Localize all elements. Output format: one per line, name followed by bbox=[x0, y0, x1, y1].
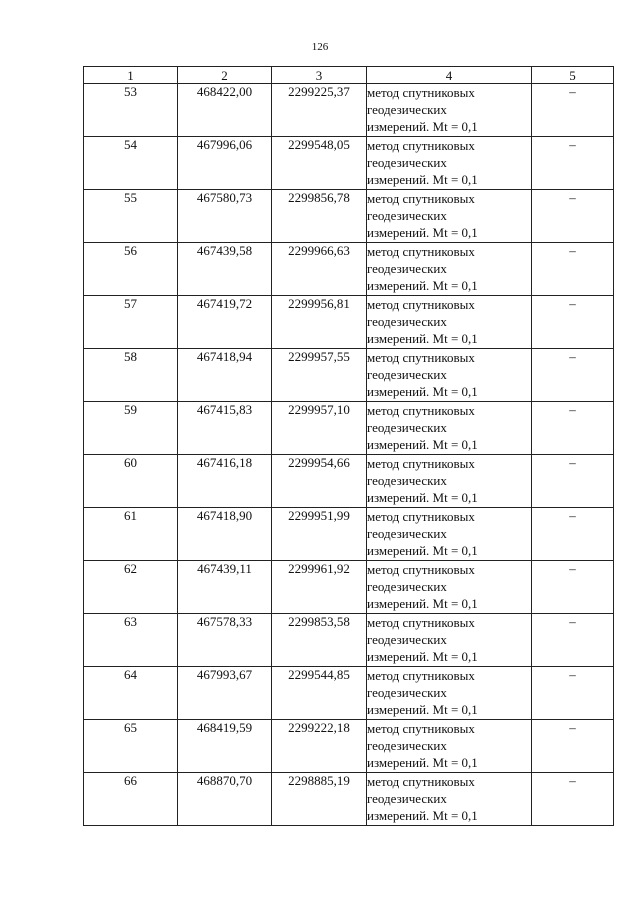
x-coordinate-cell: 468422,00 bbox=[178, 84, 272, 137]
method-text-line: измерений. Mt = 0,1 bbox=[367, 331, 478, 346]
table-body bbox=[84, 84, 614, 826]
method-text-line: метод спутниковых bbox=[367, 562, 475, 577]
column-5-cell: – bbox=[532, 137, 614, 190]
method-text-line: геодезических bbox=[367, 420, 447, 435]
table-row bbox=[84, 349, 614, 402]
method-text-line: геодезических bbox=[367, 261, 447, 276]
y-coordinate-cell: 2299956,81 bbox=[272, 296, 367, 349]
method-text-line: измерений. Mt = 0,1 bbox=[367, 278, 478, 293]
method-text-line: измерений. Mt = 0,1 bbox=[367, 384, 478, 399]
method-text-line: геодезических bbox=[367, 314, 447, 329]
point-number-cell: 54 bbox=[84, 137, 178, 190]
table-row bbox=[84, 508, 614, 561]
table-row bbox=[84, 84, 614, 137]
point-number-cell: 64 bbox=[84, 667, 178, 720]
method-text-line: измерений. Mt = 0,1 bbox=[367, 119, 478, 134]
column-header: 2 bbox=[178, 67, 272, 84]
method-cell bbox=[367, 190, 532, 243]
method-text-line: геодезических bbox=[367, 155, 447, 170]
method-text-line: измерений. Mt = 0,1 bbox=[367, 543, 478, 558]
table-row bbox=[84, 614, 614, 667]
method-cell bbox=[367, 84, 532, 137]
column-5-cell: – bbox=[532, 508, 614, 561]
point-number-cell: 61 bbox=[84, 508, 178, 561]
page-number: 126 bbox=[311, 41, 329, 53]
method-text-line: метод спутниковых bbox=[367, 509, 475, 524]
y-coordinate-cell: 2299961,92 bbox=[272, 561, 367, 614]
table-row bbox=[84, 243, 614, 296]
method-text-line: измерений. Mt = 0,1 bbox=[367, 755, 478, 770]
column-5-cell: – bbox=[532, 773, 614, 826]
x-coordinate-cell: 467439,58 bbox=[178, 243, 272, 296]
column-5-cell: – bbox=[532, 614, 614, 667]
method-text-line: метод спутниковых bbox=[367, 615, 475, 630]
method-text-line: геодезических bbox=[367, 791, 447, 806]
method-cell bbox=[367, 402, 532, 455]
method-cell bbox=[367, 455, 532, 508]
method-cell bbox=[367, 243, 532, 296]
column-5-cell: – bbox=[532, 190, 614, 243]
method-text-line: метод спутниковых bbox=[367, 85, 475, 100]
point-number-cell: 58 bbox=[84, 349, 178, 402]
method-text-line: измерений. Mt = 0,1 bbox=[367, 225, 478, 240]
point-number-cell: 66 bbox=[84, 773, 178, 826]
point-number-cell: 59 bbox=[84, 402, 178, 455]
method-text-line: измерений. Mt = 0,1 bbox=[367, 702, 478, 717]
method-text-line: метод спутниковых bbox=[367, 774, 475, 789]
method-text-line: геодезических bbox=[367, 632, 447, 647]
method-cell bbox=[367, 720, 532, 773]
y-coordinate-cell: 2299548,05 bbox=[272, 137, 367, 190]
y-coordinate-cell: 2299954,66 bbox=[272, 455, 367, 508]
x-coordinate-cell: 467578,33 bbox=[178, 614, 272, 667]
method-text-line: измерений. Mt = 0,1 bbox=[367, 172, 478, 187]
method-text-line: геодезических bbox=[367, 526, 447, 541]
point-number-cell: 53 bbox=[84, 84, 178, 137]
point-number-cell: 55 bbox=[84, 190, 178, 243]
method-text-line: измерений. Mt = 0,1 bbox=[367, 490, 478, 505]
table-row bbox=[84, 455, 614, 508]
method-text-line: геодезических bbox=[367, 208, 447, 223]
y-coordinate-cell: 2299957,10 bbox=[272, 402, 367, 455]
column-5-cell: – bbox=[532, 84, 614, 137]
method-text-line: геодезических bbox=[367, 685, 447, 700]
method-cell bbox=[367, 508, 532, 561]
method-text-line: измерений. Mt = 0,1 bbox=[367, 596, 478, 611]
method-text-line: геодезических bbox=[367, 473, 447, 488]
method-text-line: метод спутниковых bbox=[367, 191, 475, 206]
column-5-cell: – bbox=[532, 349, 614, 402]
point-number-cell: 63 bbox=[84, 614, 178, 667]
method-text-line: геодезических bbox=[367, 579, 447, 594]
x-coordinate-cell: 467418,90 bbox=[178, 508, 272, 561]
method-text-line: измерений. Mt = 0,1 bbox=[367, 437, 478, 452]
column-header: 3 bbox=[272, 67, 367, 84]
x-coordinate-cell: 467418,94 bbox=[178, 349, 272, 402]
y-coordinate-cell: 2299222,18 bbox=[272, 720, 367, 773]
table-row bbox=[84, 720, 614, 773]
method-text-line: метод спутниковых bbox=[367, 244, 475, 259]
table-row bbox=[84, 402, 614, 455]
column-5-cell: – bbox=[532, 561, 614, 614]
method-cell bbox=[367, 667, 532, 720]
x-coordinate-cell: 468419,59 bbox=[178, 720, 272, 773]
x-coordinate-cell: 467415,83 bbox=[178, 402, 272, 455]
x-coordinate-cell: 467580,73 bbox=[178, 190, 272, 243]
column-5-cell: – bbox=[532, 296, 614, 349]
table-row bbox=[84, 137, 614, 190]
method-text-line: измерений. Mt = 0,1 bbox=[367, 649, 478, 664]
method-text-line: геодезических bbox=[367, 102, 447, 117]
point-number-cell: 62 bbox=[84, 561, 178, 614]
table-header-row bbox=[84, 67, 614, 84]
table-row bbox=[84, 773, 614, 826]
column-5-cell: – bbox=[532, 720, 614, 773]
point-number-cell: 57 bbox=[84, 296, 178, 349]
point-number-cell: 60 bbox=[84, 455, 178, 508]
point-number-cell: 65 bbox=[84, 720, 178, 773]
table-row bbox=[84, 561, 614, 614]
method-text-line: метод спутниковых bbox=[367, 350, 475, 365]
method-text-line: метод спутниковых bbox=[367, 721, 475, 736]
x-coordinate-cell: 467416,18 bbox=[178, 455, 272, 508]
point-number-cell: 56 bbox=[84, 243, 178, 296]
column-5-cell: – bbox=[532, 455, 614, 508]
coordinates-table bbox=[83, 66, 614, 826]
y-coordinate-cell: 2298885,19 bbox=[272, 773, 367, 826]
column-5-cell: – bbox=[532, 402, 614, 455]
method-cell bbox=[367, 773, 532, 826]
table-row bbox=[84, 190, 614, 243]
method-text-line: метод спутниковых bbox=[367, 297, 475, 312]
x-coordinate-cell: 467419,72 bbox=[178, 296, 272, 349]
x-coordinate-cell: 467439,11 bbox=[178, 561, 272, 614]
method-cell bbox=[367, 137, 532, 190]
column-5-cell: – bbox=[532, 667, 614, 720]
method-cell bbox=[367, 296, 532, 349]
y-coordinate-cell: 2299957,55 bbox=[272, 349, 367, 402]
y-coordinate-cell: 2299951,99 bbox=[272, 508, 367, 561]
method-text-line: метод спутниковых bbox=[367, 668, 475, 683]
method-text-line: метод спутниковых bbox=[367, 403, 475, 418]
method-text-line: измерений. Mt = 0,1 bbox=[367, 808, 478, 823]
method-cell bbox=[367, 349, 532, 402]
y-coordinate-cell: 2299544,85 bbox=[272, 667, 367, 720]
y-coordinate-cell: 2299856,78 bbox=[272, 190, 367, 243]
y-coordinate-cell: 2299225,37 bbox=[272, 84, 367, 137]
y-coordinate-cell: 2299966,63 bbox=[272, 243, 367, 296]
method-text-line: геодезических bbox=[367, 367, 447, 382]
x-coordinate-cell: 467993,67 bbox=[178, 667, 272, 720]
table-row bbox=[84, 296, 614, 349]
method-cell bbox=[367, 561, 532, 614]
method-text-line: геодезических bbox=[367, 738, 447, 753]
method-text-line: метод спутниковых bbox=[367, 138, 475, 153]
x-coordinate-cell: 467996,06 bbox=[178, 137, 272, 190]
y-coordinate-cell: 2299853,58 bbox=[272, 614, 367, 667]
table-row bbox=[84, 667, 614, 720]
method-cell bbox=[367, 614, 532, 667]
column-header: 4 bbox=[367, 67, 532, 84]
method-text-line: метод спутниковых bbox=[367, 456, 475, 471]
column-header: 1 bbox=[84, 67, 178, 84]
x-coordinate-cell: 468870,70 bbox=[178, 773, 272, 826]
column-5-cell: – bbox=[532, 243, 614, 296]
column-header: 5 bbox=[532, 67, 614, 84]
